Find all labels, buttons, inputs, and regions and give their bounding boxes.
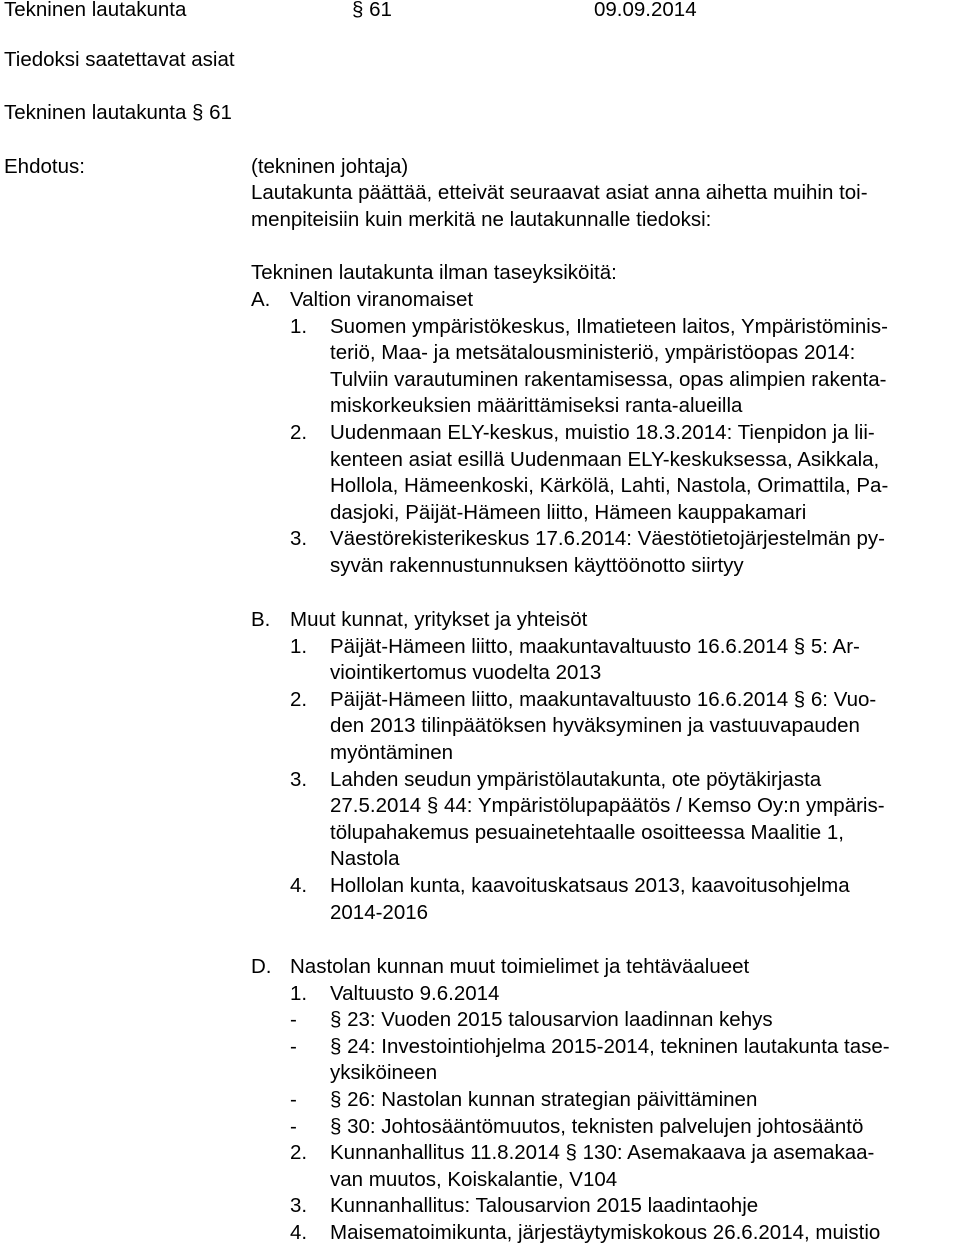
list-item-text: den 2013 tilinpäätöksen hyväksyminen ja vastuuvapauden: [330, 714, 860, 738]
list-item-number: -: [290, 1088, 297, 1111]
list-item-text: § 30: Johtosääntömuutos, teknisten palvelujen johtosääntö: [330, 1114, 864, 1138]
list-item-text: § 26: Nastolan kunnan strategian päivittäminen: [330, 1088, 758, 1111]
document-title: Tiedoksi saatettavat asiat: [4, 48, 235, 71]
list-item-text: van muutos, Koiskalantie, V104: [330, 1167, 618, 1191]
list-item-text: Kunnanhallitus: Talousarvion 2015 laadintaohje: [330, 1194, 759, 1218]
proposal-presenter: (tekninen johtaja): [251, 155, 409, 178]
item-title: Tekninen lautakunta § 61: [4, 101, 232, 124]
list-item-text: 2014-2016: [330, 900, 429, 924]
list-item-text: Uudenmaan ELY-keskus, muistio 18.3.2014: Tienpidon ja lii-: [330, 421, 875, 444]
group-title: Valtion viranomaiset: [290, 288, 474, 311]
group-letter: A.: [251, 288, 271, 311]
list-item-text: Maisematoimikunta, järjestäytymiskokous 26.6.2014, muistio: [330, 1221, 881, 1244]
list-heading: Tekninen lautakunta ilman taseyksiköitä:: [251, 261, 617, 284]
list-item-text: Päijät-Hämeen liitto, maakuntavaltuusto 16.6.2014 § 5: Ar-: [330, 634, 860, 658]
list-item-number: 3.: [290, 1194, 308, 1218]
group-title: Nastolan kunnan muut toimielimet ja tehtäväalueet: [290, 955, 750, 978]
list-item-text: kenteen asiat esillä Uudenmaan ELY-keskuksessa, Asikkala,: [330, 447, 880, 471]
list-item-text: teriö, Maa- ja metsätalousministeriö, ympäristöopas 2014:: [330, 341, 856, 365]
list-item-text: § 23: Vuoden 2015 talousarvion laadinnan kehys: [330, 1008, 773, 1032]
list-item-text: § 24: Investointiohjelma 2015-2014, tekninen lautakunta tase-: [330, 1034, 890, 1058]
group-letter: B.: [251, 608, 271, 631]
list-item-text: Väestörekisterikeskus 17.6.2014: Väestötietojärjestelmän py-: [330, 527, 885, 551]
header-date: 09.09.2014: [594, 0, 697, 21]
list-item-text: Hollola, Hämeenkoski, Kärkölä, Lahti, Nastola, Orimattila, Pa-: [330, 474, 889, 498]
list-item-number: 3.: [290, 767, 308, 791]
list-item-text: syvän rakennustunnuksen käyttöönotto siirtyy: [330, 554, 744, 577]
list-item-text: Lahden seudun ympäristölautakunta, ote pöytäkirjasta: [330, 767, 822, 791]
list-item-text: dasjoki, Päijät-Hämeen liitto, Hämeen kauppakamari: [330, 500, 807, 524]
page-header: [4, 0, 960, 24]
list-item-number: -: [290, 1034, 297, 1058]
list-item-number: 2.: [290, 421, 308, 444]
header-section: § 61: [352, 0, 392, 21]
group-letter: D.: [251, 955, 272, 978]
list-item-text: 27.5.2014 § 44: Ympäristölupapäätös / Kemso Oy:n ympäris-: [330, 794, 885, 818]
list-item-text: viointikertomus vuodelta 2013: [330, 661, 602, 685]
list-item-text: Kunnanhallitus 11.8.2014 § 130: Asemakaava ja asemakaa-: [330, 1141, 875, 1165]
proposal-intro-line: menpiteisiin kuin merkitä ne lautakunnalle tiedoksi:: [251, 207, 712, 231]
list-item-text: Nastola: [330, 847, 400, 871]
list-item-number: -: [290, 1114, 297, 1138]
list-item-text: Suomen ympäristökeskus, Ilmatieteen laitos, Ympäristöminis-: [330, 314, 888, 338]
list-item-number: 4.: [290, 874, 308, 897]
proposal-intro-line: Lautakunta päättää, etteivät seuraavat asiat anna aihetta muihin toi-: [251, 181, 868, 204]
list-item-text: Hollolan kunta, kaavoituskatsaus 2013, kaavoitusohjelma: [330, 874, 850, 897]
list-item-number: 4.: [290, 1221, 308, 1244]
list-item-number: 2.: [290, 687, 308, 711]
list-item-text: Päijät-Hämeen liitto, maakuntavaltuusto 16.6.2014 § 6: Vuo-: [330, 687, 877, 711]
proposal-label: Ehdotus:: [4, 155, 85, 178]
list-item-text: Tulviin varautuminen rakentamisessa, opas alimpien rakenta-: [330, 367, 887, 391]
list-item-text: yksiköineen: [330, 1061, 438, 1085]
list-item-text: myöntäminen: [330, 741, 454, 764]
list-item-text: tölupahakemus pesuainetehtaalle osoitteessa Maalitie 1,: [330, 820, 844, 844]
list-item-number: 3.: [290, 527, 308, 551]
list-item-number: 2.: [290, 1141, 308, 1165]
list-item-number: -: [290, 1008, 297, 1032]
list-item-number: 1.: [290, 314, 308, 338]
list-item-number: 1.: [290, 634, 308, 658]
group-title: Muut kunnat, yritykset ja yhteisöt: [290, 608, 588, 631]
list-item-text: Valtuusto 9.6.2014: [330, 981, 500, 1005]
list-item-number: 1.: [290, 981, 308, 1005]
list-item-text: miskorkeuksien määrittämiseksi ranta-alueilla: [330, 394, 743, 418]
header-body: Tekninen lautakunta: [4, 0, 187, 21]
